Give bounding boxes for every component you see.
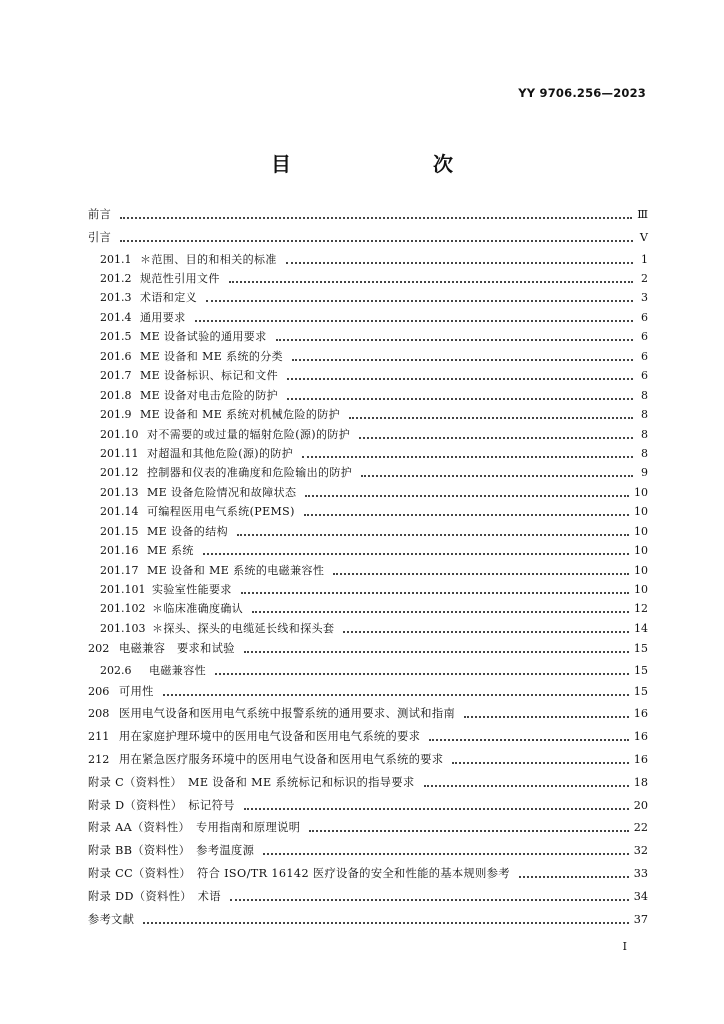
- toc-entry-label: 用在紧急医疗服务环境中的医用电气设备和医用电气系统的要求: [119, 752, 444, 766]
- toc-entry-page: 34: [633, 889, 648, 903]
- toc-entry-page: 15: [633, 642, 648, 656]
- toc-entry-page: 10: [634, 544, 648, 558]
- toc-entry-label: ME 设备和 ME 系统的分类: [140, 349, 284, 363]
- toc-dot-leader: [287, 387, 633, 400]
- toc-dot-leader: [241, 581, 629, 594]
- toc-entry-page: 15: [634, 664, 648, 678]
- toc-entry-page: 8: [641, 388, 648, 402]
- toc-entry-page: 37: [633, 912, 648, 926]
- toc-entry-page: Ⅲ: [637, 208, 648, 221]
- toc-entry[interactable]: [88, 204, 648, 227]
- toc-entry[interactable]: [88, 522, 648, 541]
- toc-entry-label: ＊临床准确度确认: [152, 602, 244, 616]
- toc-entry-number: 201.11: [100, 446, 139, 460]
- toc-entry-number: 201.14: [100, 505, 139, 519]
- toc-dot-leader: [343, 620, 629, 633]
- toc-entry-page: 10: [634, 563, 648, 577]
- toc-entry-label: 电磁兼容性: [149, 664, 206, 678]
- toc-entry[interactable]: [88, 541, 648, 560]
- toc-entry-page: 12: [634, 602, 648, 616]
- toc-dot-leader: [286, 251, 633, 264]
- toc-entry[interactable]: [88, 772, 648, 795]
- toc-dot-leader: [229, 270, 633, 283]
- toc-entry[interactable]: [88, 909, 648, 932]
- toc-dot-leader: [203, 542, 629, 555]
- toc-entry[interactable]: [88, 405, 648, 424]
- toc-dot-leader: [304, 503, 629, 516]
- toc-entry-label: 引言: [88, 230, 112, 244]
- toc-entry-page: 16: [633, 752, 648, 766]
- toc-entry-label: 对不需要的或过量的辐射危险(源)的防护: [147, 427, 351, 441]
- toc-entry-label: 附录 AA（资料性） 专用指南和原理说明: [88, 821, 301, 835]
- toc-entry-label: 规范性引用文件: [140, 272, 220, 286]
- toc-entry[interactable]: [88, 840, 648, 863]
- toc-entry-number: 201.102: [100, 602, 146, 616]
- toc-entry-page: 15: [633, 684, 648, 698]
- toc-dot-leader: [230, 888, 629, 901]
- page-title: 目 次: [271, 152, 487, 176]
- toc-entry[interactable]: [88, 483, 648, 502]
- toc-entry-number: 208: [88, 707, 110, 721]
- toc-entry[interactable]: [88, 386, 648, 405]
- toc-dot-leader: [333, 562, 629, 575]
- toc-dot-leader: [276, 328, 633, 341]
- toc-dot-leader: [163, 682, 629, 695]
- toc-entry-number: 201.15: [100, 524, 139, 538]
- toc-dot-leader: [359, 426, 633, 439]
- toc-entry[interactable]: [88, 250, 648, 269]
- toc-entry-page: 8: [641, 446, 648, 460]
- toc-dot-leader: [519, 865, 629, 878]
- toc-entry-label: ＊探头、探头的电缆延长线和探头套: [152, 621, 335, 635]
- toc-entry-number: 201.13: [100, 485, 139, 499]
- toc-entry-page: 1: [641, 252, 648, 266]
- toc-entry-number: 201.9: [100, 408, 132, 422]
- toc-entry-number: 201.103: [100, 621, 146, 635]
- toc-entry-number: 212: [88, 752, 110, 766]
- toc-entry-number: 202.6: [100, 664, 132, 678]
- toc-entry-page: 9: [641, 466, 648, 480]
- toc-entry-label: ME 设备和 ME 系统的电磁兼容性: [147, 563, 325, 577]
- toc-entry[interactable]: [88, 599, 648, 618]
- toc-entry-page: 6: [641, 349, 648, 363]
- toc-dot-leader: [120, 229, 633, 242]
- toc-dot-leader: [424, 774, 629, 787]
- toc-entry-number: 201.2: [100, 272, 132, 286]
- toc-entry-label: 参考文献: [88, 912, 135, 926]
- toc-entry-page: 6: [641, 310, 648, 324]
- toc-entry-number: 201.12: [100, 466, 139, 480]
- toc-entry-label: ME 设备和 ME 系统对机械危险的防护: [140, 408, 341, 422]
- toc-entry[interactable]: [88, 561, 648, 580]
- toc-entry-number: 201.101: [100, 583, 146, 597]
- toc-dot-leader: [464, 705, 629, 718]
- toc-dot-leader: [361, 464, 633, 477]
- toc-entry[interactable]: [88, 795, 648, 818]
- toc-entry-label: 可用性: [119, 684, 154, 698]
- toc-entry-number: 201.3: [100, 291, 132, 305]
- toc-entry-page: 22: [633, 821, 648, 835]
- table-of-contents: [88, 204, 648, 931]
- toc-dot-leader: [206, 289, 633, 302]
- toc-entry-label: ME 系统: [147, 544, 194, 558]
- toc-entry-page: 3: [641, 291, 648, 305]
- toc-dot-leader: [237, 523, 629, 536]
- toc-entry[interactable]: [88, 269, 648, 288]
- toc-entry-number: 201.7: [100, 369, 132, 383]
- toc-entry-page: 8: [641, 408, 648, 422]
- toc-entry-label: ＊范围、目的和相关的标准: [140, 252, 277, 266]
- toc-dot-leader: [195, 309, 633, 322]
- toc-entry[interactable]: [88, 227, 648, 250]
- toc-entry[interactable]: [88, 425, 648, 444]
- toc-entry-page: 8: [641, 427, 648, 441]
- toc-entry[interactable]: [88, 308, 648, 327]
- toc-entry[interactable]: [88, 703, 648, 726]
- toc-dot-leader: [292, 348, 633, 361]
- toc-entry-page: 33: [633, 866, 648, 880]
- toc-dot-leader: [429, 728, 628, 741]
- toc-entry-page: 10: [634, 485, 648, 499]
- toc-entry-number: 201.10: [100, 427, 139, 441]
- toc-dot-leader: [309, 819, 628, 832]
- toc-entry-page: Ⅴ: [639, 230, 648, 244]
- toc-entry-label: ME 设备的结构: [147, 524, 228, 538]
- toc-dot-leader: [305, 484, 629, 497]
- toc-entry-page: 6: [641, 369, 648, 383]
- toc-entry-label: ME 设备标识、标记和文件: [140, 369, 278, 383]
- toc-entry-page: 16: [633, 707, 648, 721]
- toc-entry-number: 201.1: [100, 252, 132, 266]
- toc-entry-page: 2: [641, 272, 648, 286]
- toc-dot-leader: [120, 206, 632, 219]
- toc-entry-page: 16: [633, 730, 648, 744]
- toc-entry-label: 实验室性能要求: [152, 583, 232, 597]
- toc-entry-label: 附录 CC（资料性） 符合 ISO/TR 16142 医疗设备的安全和性能的基本规则参考: [88, 866, 510, 880]
- toc-entry-label: 医用电气设备和医用电气系统中报警系统的通用要求、测试和指南: [119, 707, 456, 721]
- toc-dot-leader: [452, 751, 628, 764]
- toc-entry[interactable]: [88, 580, 648, 599]
- toc-entry-label: 可编程医用电气系统(PEMS): [147, 505, 295, 519]
- toc-entry[interactable]: [88, 886, 648, 909]
- toc-entry-page: 32: [633, 844, 648, 858]
- toc-entry-page: 10: [634, 505, 648, 519]
- toc-entry-number: 201.16: [100, 544, 139, 558]
- toc-entry-number: 211: [88, 730, 110, 744]
- toc-entry[interactable]: [88, 749, 648, 772]
- toc-entry-label: ME 设备危险情况和故障状态: [147, 485, 297, 499]
- toc-entry[interactable]: [88, 661, 648, 680]
- toc-entry-label: 用在家庭护理环境中的医用电气设备和医用电气系统的要求: [119, 730, 421, 744]
- toc-entry[interactable]: [88, 288, 648, 307]
- toc-entry-page: 18: [633, 775, 648, 789]
- standard-code: YY 9706.256—2023: [518, 86, 646, 100]
- toc-entry-number: 202: [88, 642, 110, 656]
- toc-entry[interactable]: [88, 347, 648, 366]
- toc-entry-number: 201.5: [100, 330, 132, 344]
- toc-dot-leader: [244, 796, 629, 809]
- toc-entry-label: 附录 C（资料性） ME 设备和 ME 系统标记和标识的指导要求: [88, 775, 415, 789]
- toc-dot-leader: [263, 842, 629, 855]
- toc-entry-label: ME 设备试验的通用要求: [140, 330, 267, 344]
- toc-entry[interactable]: [88, 444, 648, 463]
- toc-entry[interactable]: [88, 726, 648, 749]
- toc-entry-page: 20: [633, 798, 648, 812]
- toc-entry-number: 206: [88, 684, 110, 698]
- toc-entry-page: 10: [634, 524, 648, 538]
- toc-entry-label: 附录 DD（资料性） 术语: [88, 889, 221, 903]
- toc-entry-label: 通用要求: [140, 310, 186, 324]
- toc-dot-leader: [287, 367, 633, 380]
- toc-entry[interactable]: [88, 327, 648, 346]
- toc-entry[interactable]: [88, 366, 648, 385]
- toc-entry-number: 201.6: [100, 349, 132, 363]
- toc-entry[interactable]: [88, 863, 648, 886]
- page-number: I: [622, 940, 627, 953]
- toc-dot-leader: [143, 910, 628, 923]
- toc-entry-label: 对超温和其他危险(源)的防护: [147, 446, 294, 460]
- toc-entry-number: 201.4: [100, 310, 132, 324]
- toc-entry-page: 14: [634, 621, 648, 635]
- toc-dot-leader: [252, 600, 629, 613]
- toc-entry[interactable]: [88, 638, 648, 661]
- toc-entry[interactable]: [88, 619, 648, 638]
- toc-entry-page: 6: [641, 330, 648, 344]
- toc-dot-leader: [244, 640, 629, 653]
- toc-entry-label: 术语和定义: [140, 291, 197, 305]
- toc-entry-number: 201.17: [100, 563, 139, 577]
- toc-entry-label: 附录 BB（资料性） 参考温度源: [88, 844, 255, 858]
- toc-entry-label: 电磁兼容 要求和试验: [119, 642, 235, 656]
- toc-dot-leader: [349, 406, 633, 419]
- toc-entry[interactable]: [88, 817, 648, 840]
- toc-entry[interactable]: [88, 502, 648, 521]
- toc-dot-leader: [302, 445, 633, 458]
- toc-entry-label: 附录 D（资料性） 标记符号: [88, 798, 235, 812]
- toc-entry[interactable]: [88, 463, 648, 482]
- toc-entry-page: 10: [634, 583, 648, 597]
- toc-entry-label: 前言: [88, 208, 112, 221]
- toc-entry[interactable]: [88, 681, 648, 704]
- toc-entry-number: 201.8: [100, 388, 132, 402]
- toc-entry-label: ME 设备对电击危险的防护: [140, 388, 278, 402]
- toc-dot-leader: [215, 662, 629, 675]
- toc-entry-label: 控制器和仪表的准确度和危险输出的防护: [147, 466, 353, 480]
